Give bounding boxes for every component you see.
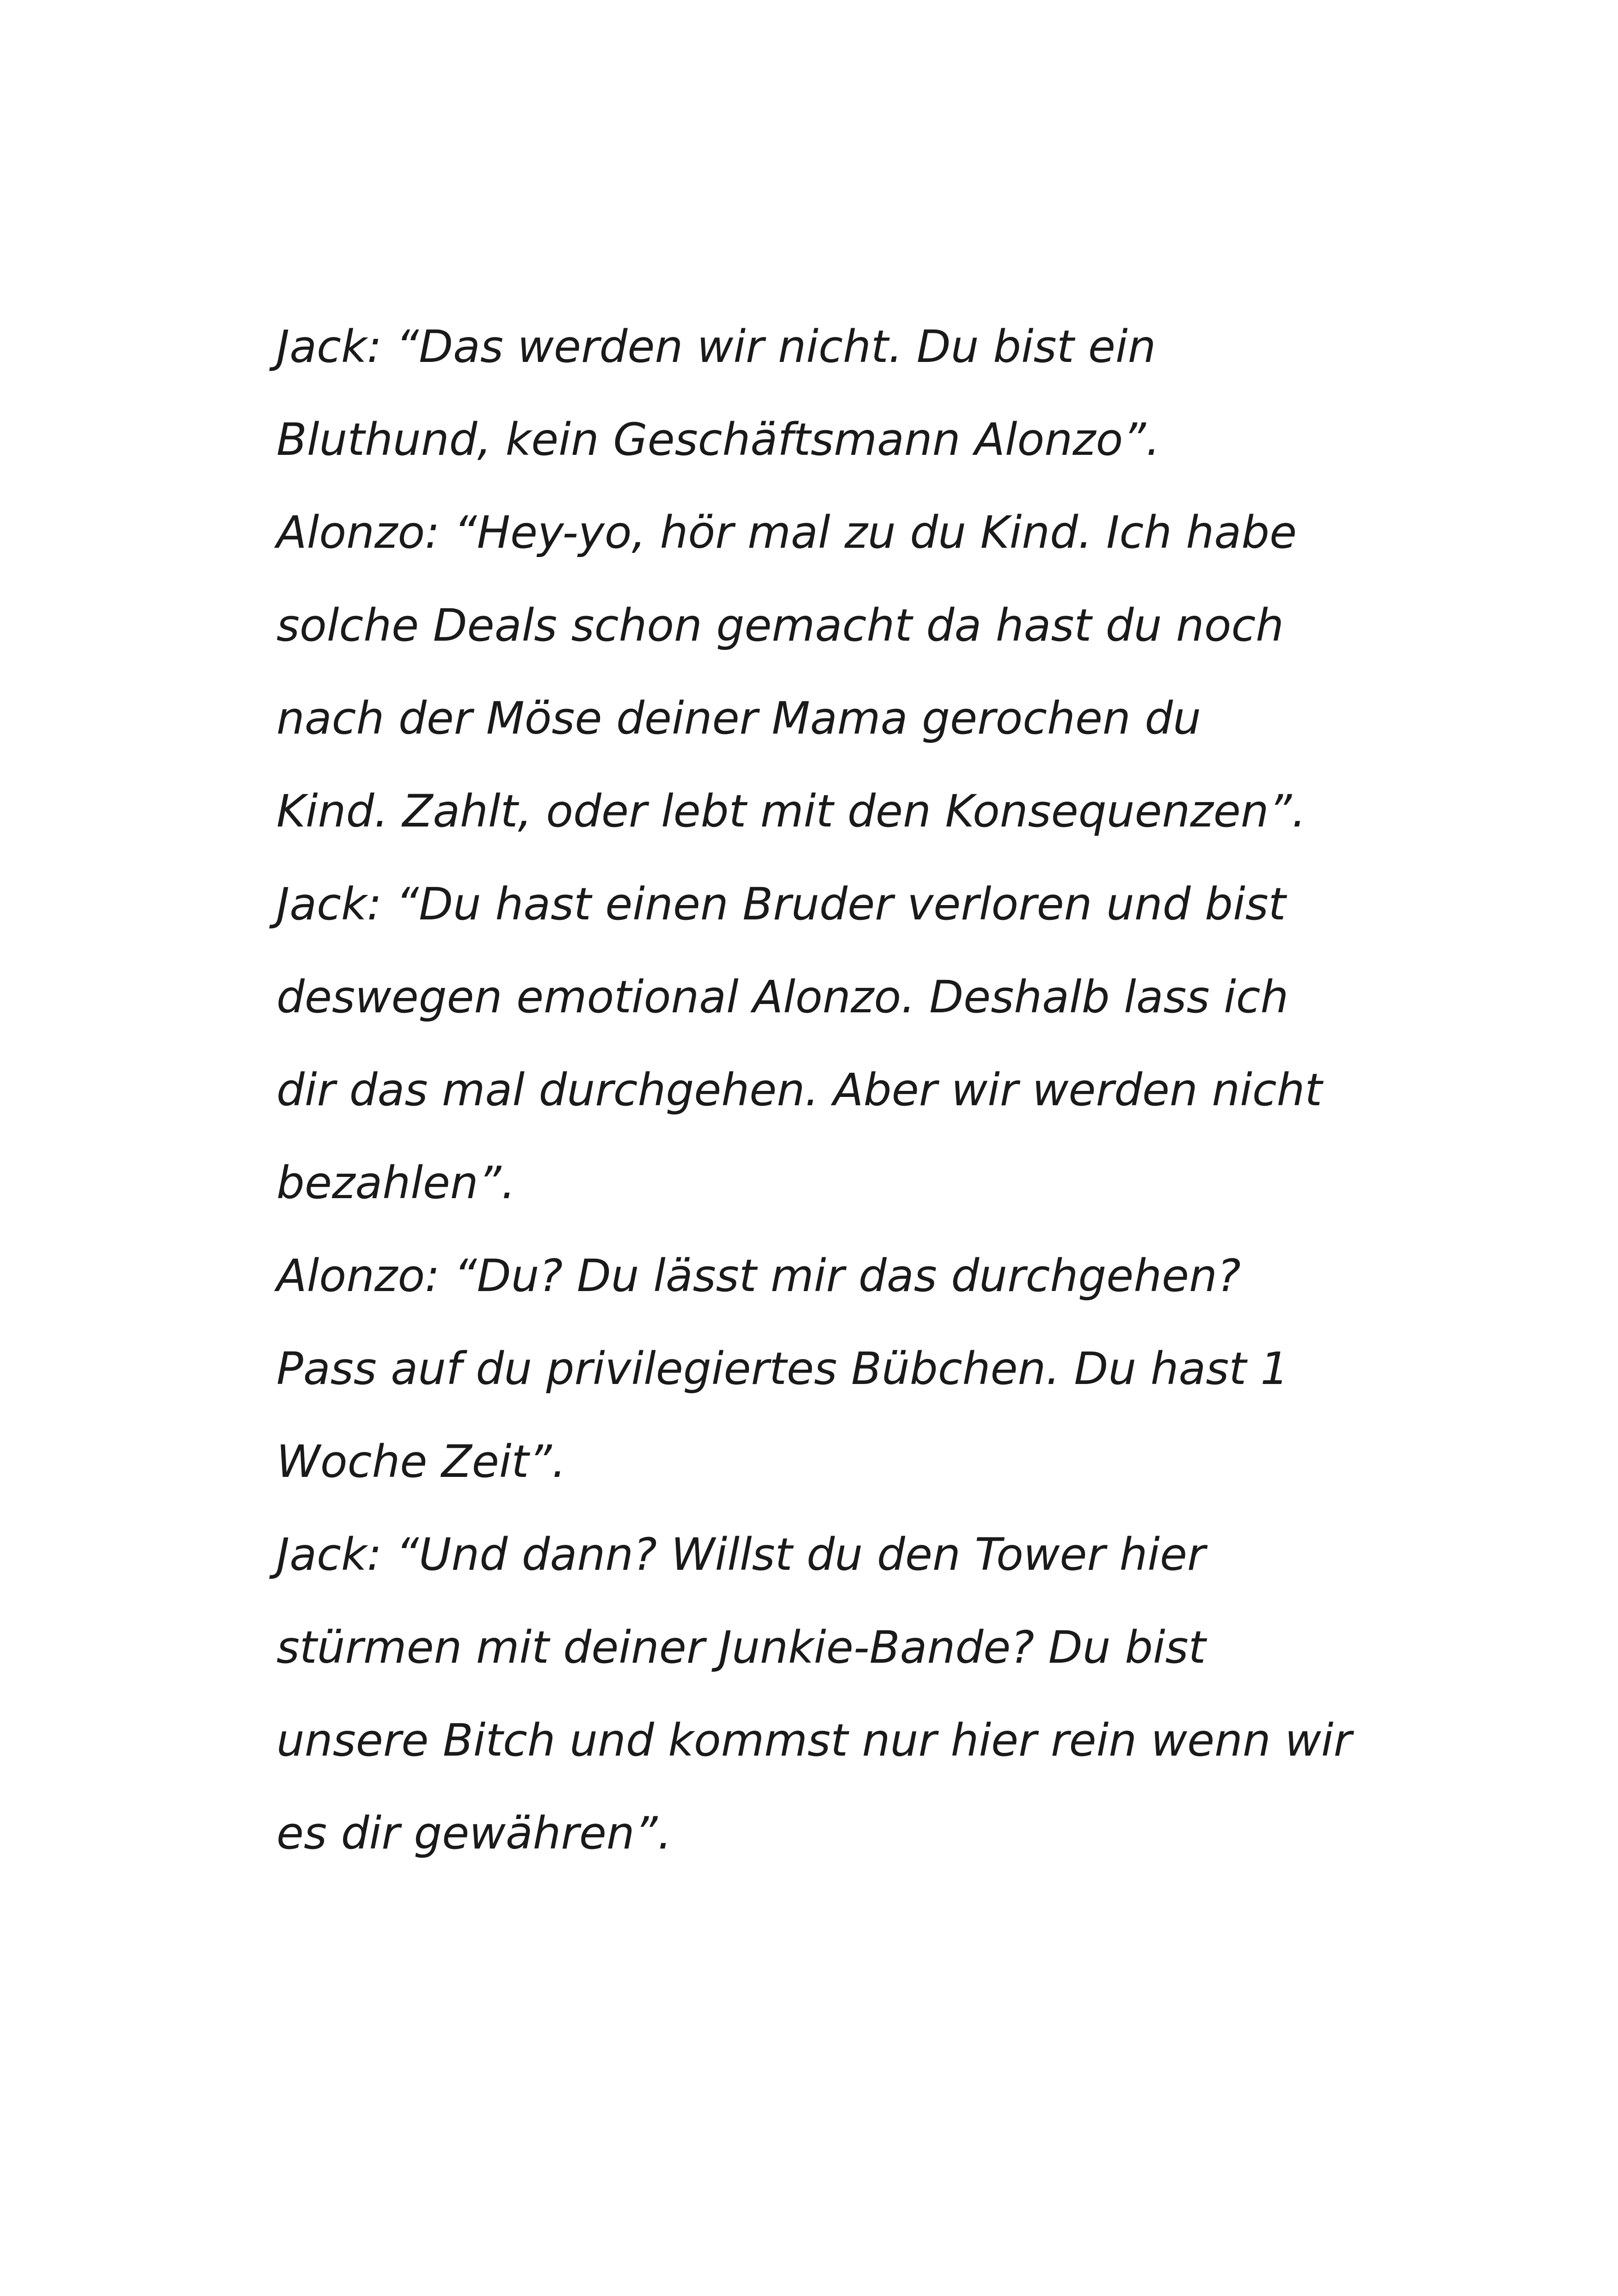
text-line: deswegen emotional Alonzo. Deshalb lass ich [276,971,1289,1023]
text-line: Alonzo: “Hey-yo, hör mal zu du Kind. Ich habe [276,507,1297,558]
text-line: es dir gewähren”. [276,1807,672,1859]
text-line: Kind. Zahlt, oder lebt mit den Konsequenzen”. [276,785,1306,837]
dialogue-text [276,300,1386,1880]
text-line: unsere Bitch und kommst nur hier rein wenn wir [276,1714,1352,1766]
text-line: solche Deals schon gemacht da hast du noch [276,600,1284,651]
text-line: Jack: “Und dann? Willst du den Tower hier [276,1529,1206,1580]
text-line: Bluthund, kein Geschäftsmann Alonzo”. [276,414,1160,465]
text-line: stürmen mit deiner Junkie-Bande? Du bist [276,1622,1206,1673]
text-line: Jack: “Du hast einen Bruder verloren und bist [276,878,1286,930]
text-line: dir das mal durchgehen. Aber wir werden nicht [276,1064,1323,1116]
text-line: Jack: “Das werden wir nicht. Du bist ein [276,321,1156,373]
text-line: Alonzo: “Du? Du lässt mir das durchgehen? [276,1250,1241,1302]
text-line: Pass auf du privilegiertes Bübchen. Du hast 1 [276,1343,1289,1395]
text-line: Woche Zeit”. [276,1436,566,1488]
text-line: nach der Möse deiner Mama gerochen du [276,692,1201,744]
text-line: bezahlen”. [276,1157,515,1209]
